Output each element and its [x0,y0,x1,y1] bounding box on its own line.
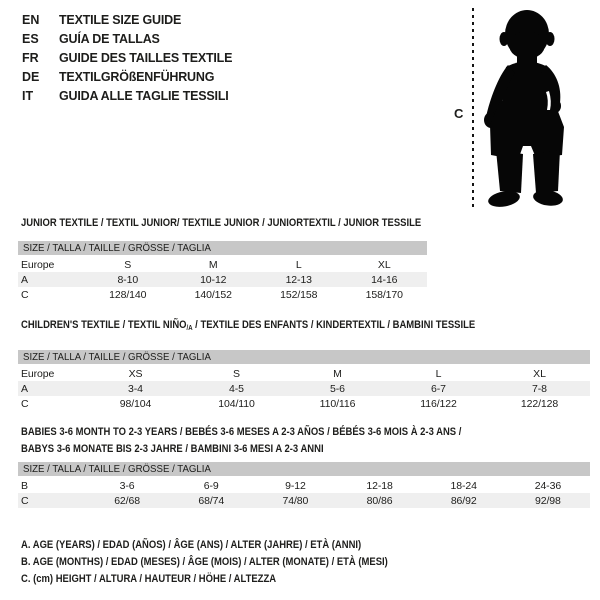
row-label: C [21,397,29,410]
table-row [18,493,590,508]
language-row-it [22,87,232,106]
size-cell: 68/74 [198,494,225,507]
language-code: EN [22,13,40,27]
baby-silhouette-icon [478,5,596,213]
size-cell: 3-4 [128,382,143,395]
size-header-text: SIZE / TALLA / TAILLE / GRÖSSE / TAGLIA [23,351,211,363]
size-cell: 10-12 [200,273,227,286]
size-cell: XL [533,367,546,380]
size-cell: M [333,367,342,380]
language-row-fr [22,49,232,68]
table-row [18,287,427,302]
children-size-table [18,366,590,411]
size-cell: 62/68 [114,494,140,507]
babies-size-table [18,478,590,508]
section-babies-textile [18,424,590,508]
section-title-line2: BABYS 3-6 MONATE BIS 2-3 JAHRE / BAMBINI 3-6 MESI A 2-3 ANNI [21,442,324,455]
size-cell: 128/140 [109,288,147,301]
row-label: B [21,479,28,492]
legend-line-c: C. (cm) HEIGHT / ALTURA / HAUTEUR / HÖHE / ALTEZZA [21,573,277,585]
size-header-band [18,350,590,364]
size-header-text: SIZE / TALLA / TAILLE / GRÖSSE / TAGLIA [23,463,211,475]
size-cell: S [233,367,240,380]
language-title: TEXTILE SIZE GUIDE [59,13,182,27]
language-title: TEXTILGRÖßENFÜHRUNG [59,70,215,84]
size-cell: 122/128 [520,397,559,410]
size-cell: 24-36 [534,479,562,492]
size-cell: L [435,367,442,380]
size-cell: 4-5 [229,382,244,395]
size-cell: 80/86 [366,494,393,507]
measurement-legend [21,537,448,588]
language-code: DE [22,70,40,84]
section-children-textile [18,318,590,411]
height-figure [440,0,600,215]
size-cell: 116/122 [420,397,457,410]
row-label: A [21,382,28,395]
legend-line-b: B. AGE (MONTHS) / EDAD (MESES) / ÂGE (MOIS) / ALTER (MONATE) / ETÀ (MESI) [21,556,388,568]
size-cell: 14-16 [371,273,398,286]
size-cell: M [208,258,218,271]
size-cell: 74/80 [282,494,309,507]
row-label: C [21,494,29,507]
table-row [18,396,590,411]
section-title-line1: BABIES 3-6 MONTH TO 2-3 YEARS / BEBÉS 3-6 MESES A 2-3 AÑOS / BÉBÉS 3-6 MOIS À 2-3 ANS / [21,426,462,438]
language-list [22,11,232,106]
legend-line-a: A. AGE (YEARS) / EDAD (AÑOS) / ÂGE (ANS) / ALTER (JAHRE) / ETÀ (ANNI) [21,539,362,551]
row-label: Europe [21,367,55,380]
size-cell: 92/98 [535,494,561,507]
section-title [21,318,510,336]
size-cell: 86/92 [450,494,477,507]
size-cell: 104/110 [218,397,255,410]
size-cell: 12-18 [366,479,393,492]
table-row [18,366,590,381]
size-cell: 18-24 [450,479,477,492]
language-code: FR [22,51,39,65]
table-row [18,257,427,272]
row-label: C [21,288,29,301]
language-title: GUIDA ALLE TAGLIE TESSILI [59,89,229,103]
size-cell: S [124,258,132,271]
size-cell: 7-8 [532,382,547,395]
section-junior-textile [18,216,427,302]
size-cell: 110/116 [319,397,356,410]
table-row [18,381,590,396]
size-cell: 98/104 [119,397,152,410]
language-code: ES [22,32,39,46]
row-label: A [21,273,28,286]
size-cell: 9-12 [285,479,306,492]
size-cell: 158/170 [365,288,403,301]
section-title-post: / TEXTILE DES ENFANTS / KINDERTEXTIL / BAMBINI TESSILE [192,319,476,331]
language-row-de [22,68,232,87]
size-cell: L [295,258,302,271]
junior-size-table [18,257,427,302]
language-row-es [22,30,232,49]
height-measure-dotted-line [472,8,474,208]
section-title [21,424,510,457]
size-header-text: SIZE / TALLA / TAILLE / GRÖSSE / TAGLIA [23,242,211,254]
section-title-pre: CHILDREN'S TEXTILE / TEXTIL NIÑO [21,319,187,331]
size-cell: 12-13 [285,273,312,286]
size-cell: XL [377,258,391,271]
height-measure-label: C [454,106,464,121]
language-code: IT [22,89,34,103]
size-cell: 5-6 [330,382,345,395]
section-title-subscript: /A [186,325,193,332]
size-cell: 152/158 [280,288,318,301]
size-header-band [18,462,590,476]
language-title: GUÍA DE TALLAS [59,32,160,46]
row-label: Europe [21,258,55,271]
size-cell: XS [128,367,143,380]
table-row [18,272,427,287]
size-cell: 6-9 [203,479,219,492]
size-header-band [18,241,427,255]
size-cell: 140/152 [194,288,232,301]
language-row-en [22,11,232,30]
table-row [18,478,590,493]
size-cell: 6-7 [431,382,446,395]
language-title: GUIDE DES TAILLES TEXTILE [59,51,233,65]
section-title: JUNIOR TEXTILE / TEXTIL JUNIOR/ TEXTILE JUNIOR / JUNIORTEXTIL / JUNIOR TESSILE [21,217,422,229]
size-cell: 3-6 [119,479,135,492]
size-cell: 8-10 [117,273,139,286]
